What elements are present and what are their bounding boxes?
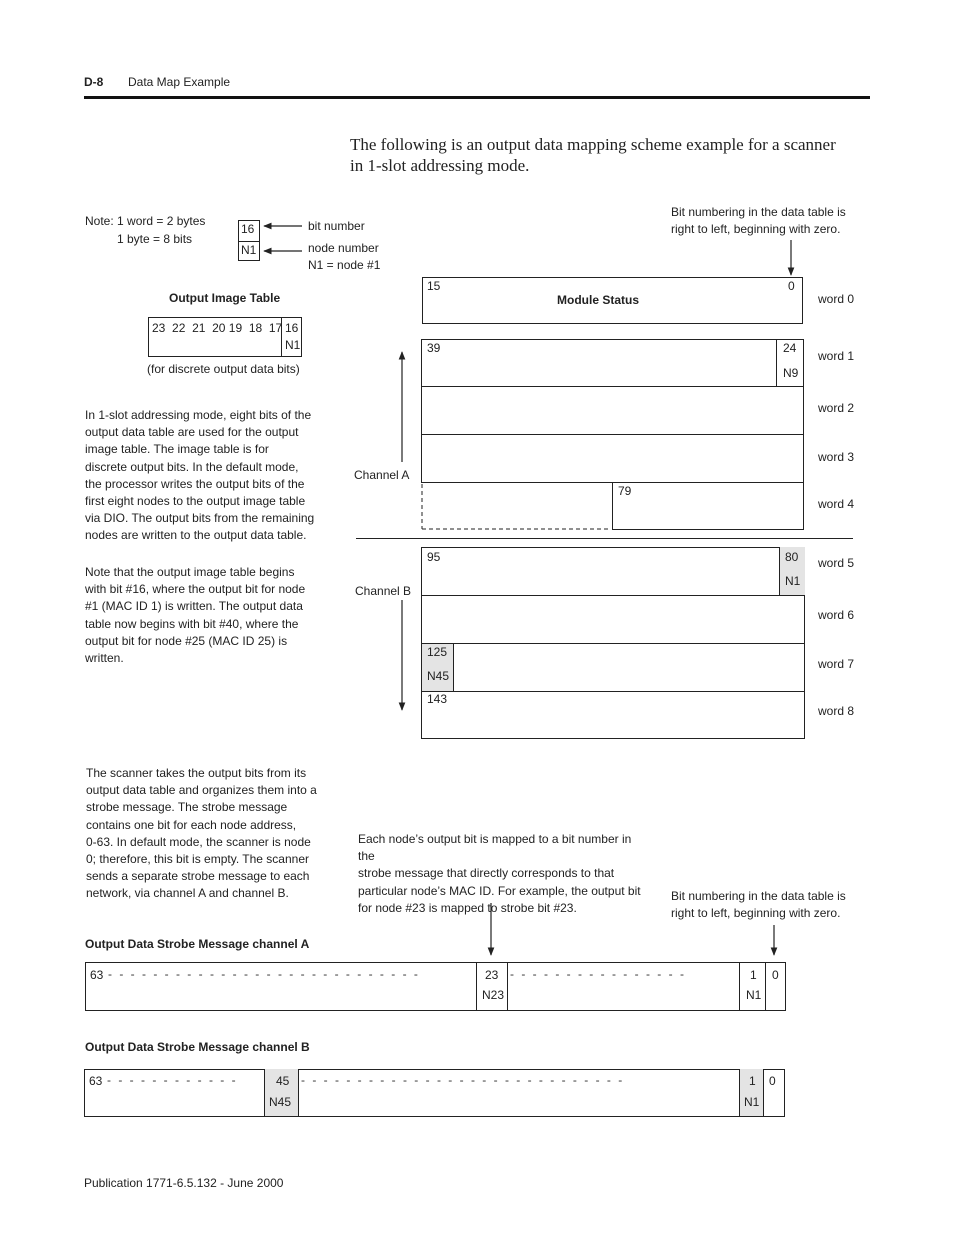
strobe-a-title: Output Data Strobe Message channel A (85, 937, 310, 951)
module-status: Module Status (557, 293, 640, 307)
publication-footer: Publication 1771-6.5.132 - June 2000 (84, 1176, 284, 1190)
note-line2: 1 byte = 8 bits (117, 232, 193, 246)
word-label: word 2 (818, 401, 855, 415)
legend-bit-label: bit number (308, 219, 365, 233)
w5-node: N1 (785, 574, 801, 588)
strobe-b-high: 63 (89, 1074, 103, 1088)
w0-low: 0 (788, 279, 795, 293)
word-label: word 4 (818, 497, 855, 511)
paragraph-2: Note that the output image table begins with bit #16, where the output bit for node #1 (MAC ID 1) is written. The output data table now begins with bit #40, where the output bit for node #25 (MAC ID 25) is written. (85, 565, 306, 666)
legend-bit: 16 (241, 222, 255, 236)
strobe-a-high: 63 (90, 968, 104, 982)
paragraph-3: The scanner takes the output bits from its output data table and organizes them into a strobe message. The strobe message contains one bit for each node address, 0-63. In default mode, the scanner is node 0; therefore, this bit is empty. The scanner sends a separate strobe message to each network, via channel A and channel B. (86, 766, 317, 901)
strobe-b-b1: 1 (749, 1074, 756, 1088)
strobe-b-title: Output Data Strobe Message channel B (85, 1040, 310, 1054)
image-table-first-node: N1 (285, 338, 301, 352)
strobe-a-mid-node: N23 (482, 988, 505, 1002)
w5-high: 95 (427, 550, 441, 564)
strobe-b-dashes-2: - - - - - - - - - - - - - - - - - - - - - - - - - - - - - (301, 1073, 625, 1087)
page-id: D-8 (84, 75, 104, 89)
word-label: word 0 (818, 292, 855, 306)
legend-node-label: node number (308, 241, 379, 255)
strobe-a-b1: 1 (750, 968, 757, 982)
image-table-caption: (for discrete output data bits) (147, 362, 300, 376)
image-table-first-bit: 16 (285, 321, 299, 335)
legend-node-eq: N1 = node #1 (308, 258, 381, 272)
bit-note-top-1: Bit numbering in the data table is (671, 205, 846, 219)
word-label: word 5 (818, 556, 855, 570)
strobe-b-b1-node: N1 (744, 1095, 760, 1109)
w5-low: 80 (785, 550, 799, 564)
strobe-a-b0: 0 (772, 968, 779, 982)
bit-note-bottom-2: right to left, beginning with zero. (671, 906, 841, 920)
strobe-a-mid-bit: 23 (485, 968, 499, 982)
channel-b-label: Channel B (355, 584, 412, 598)
strobe-b-mid-node: N45 (269, 1095, 292, 1109)
strobe-b-dashes-1: - - - - - - - - - - - - (107, 1073, 238, 1087)
strobe-a-dashes-2: - - - - - - - - - - - - - - - - (510, 967, 686, 981)
strobe-b-mid-bit: 45 (276, 1074, 290, 1088)
image-table-title: Output Image Table (169, 291, 281, 305)
bit-note-bottom-1: Bit numbering in the data table is (671, 889, 846, 903)
legend-node: N1 (241, 243, 257, 257)
word-label: word 8 (818, 704, 855, 718)
w8-bit: 143 (427, 692, 448, 706)
w0-high: 15 (427, 279, 441, 293)
channel-a-label: Channel A (354, 468, 410, 482)
w1-low: 24 (783, 341, 797, 355)
paragraph-4: Each node’s output bit is mapped to a bit number in the strobe message that directly corresponds to that particular node’s MAC ID. For example, the output bit for node #23 is mapped to strobe bit #23. (358, 832, 641, 915)
strobe-b-b0: 0 (769, 1074, 776, 1088)
w7-node: N45 (427, 669, 450, 683)
strobe-a-b1-node: N1 (746, 988, 762, 1002)
strobe-a-dashes-1: - - - - - - - - - - - - - - - - - - - - - - - - - - - - (108, 967, 420, 981)
note-line1: Note: 1 word = 2 bytes (85, 214, 206, 228)
word-label: word 3 (818, 450, 855, 464)
bit-note-top-2: right to left, beginning with zero. (671, 222, 841, 236)
word-label: word 1 (818, 349, 855, 363)
w1-node: N9 (783, 366, 799, 380)
w7-bit: 125 (427, 645, 448, 659)
image-table-bits: 23 22 21 20 19 18 17 (152, 321, 283, 335)
word-label: word 6 (818, 608, 855, 622)
paragraph-1: In 1-slot addressing mode, eight bits of the output data table are used for the output image table. The image table is for discrete output bits. In the default mode, the processor writes the output bits of the first eight nodes to the output image table via DIO. The output bits from the remaining nodes are written to the output data table. (85, 408, 315, 543)
word-label: word 7 (818, 657, 855, 671)
intro-paragraph: The following is an output data mapping scheme example for a scanner in 1-slot addressing mode. (350, 135, 836, 175)
section-title: Data Map Example (128, 75, 231, 89)
w1-high: 39 (427, 341, 441, 355)
w4-bit: 79 (618, 484, 632, 498)
